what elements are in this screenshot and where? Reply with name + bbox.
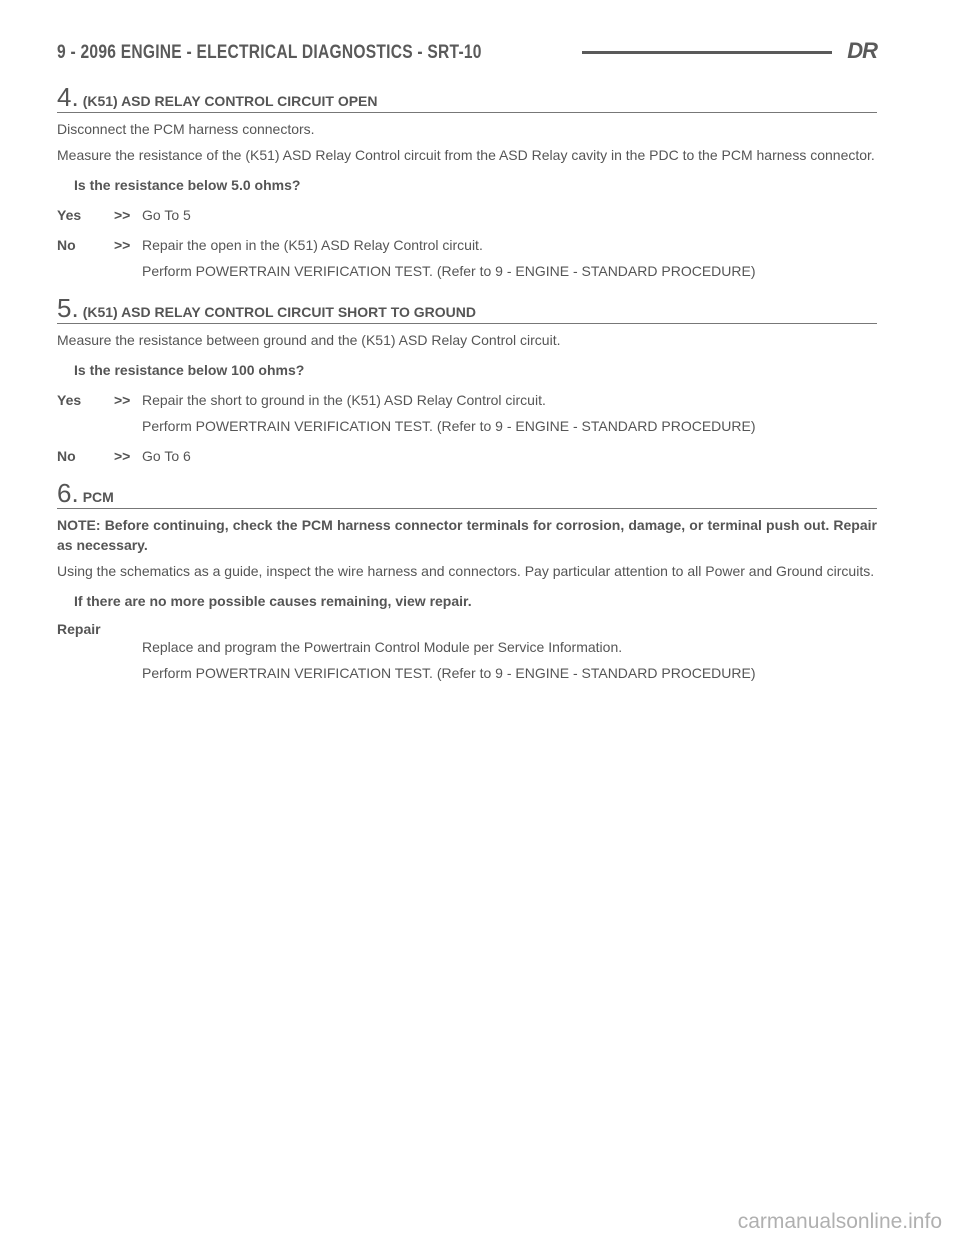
page-title: 9 - 2096 ENGINE - ELECTRICAL DIAGNOSTICS - SRT-10 (57, 42, 482, 63)
step-number: 6. (57, 478, 79, 508)
header-rule (582, 51, 832, 54)
answer-line: Repair the open in the (K51) ASD Relay Control circuit. (142, 237, 483, 253)
step-heading (57, 84, 877, 113)
answer-line: Go To 6 (142, 448, 191, 464)
watermark: carmanualsonline.info (737, 1210, 942, 1233)
paragraph: Measure the resistance between ground and the (K51) ASD Relay Control circuit. (57, 332, 561, 348)
repair-block (57, 621, 877, 683)
brand-logo: DR (847, 38, 877, 63)
question: If there are no more possible causes remaining, view repair. (74, 593, 472, 609)
answer-label: Yes (57, 207, 82, 223)
answer-line: Repair the short to ground in the (K51) ASD Relay Control circuit. (142, 392, 546, 408)
step-title: (K51) ASD RELAY CONTROL CIRCUIT OPEN (82, 93, 378, 109)
step-6 (57, 480, 877, 683)
step-5 (57, 295, 877, 466)
answer-no (57, 235, 877, 281)
answer-no (57, 446, 877, 466)
question: Is the resistance below 5.0 ohms? (74, 177, 301, 193)
arrow-icon: >> (114, 207, 131, 223)
answer-label: No (57, 448, 76, 464)
answer-label: No (57, 237, 76, 253)
page-header (57, 38, 877, 68)
repair-line: Replace and program the Powertrain Control Module per Service Information. (142, 639, 623, 655)
step-heading (57, 480, 877, 509)
step-number: 4. (57, 82, 79, 112)
answer-line: Go To 5 (142, 207, 191, 223)
arrow-icon: >> (114, 237, 131, 253)
answer-yes (57, 205, 877, 225)
step-title: PCM (82, 489, 114, 505)
paragraph: Measure the resistance of the (K51) ASD Relay Control circuit from the ASD Relay cavity in the PDC to the PCM harness connector. (57, 147, 875, 163)
answer-yes (57, 390, 877, 436)
step-title: (K51) ASD RELAY CONTROL CIRCUIT SHORT TO GROUND (82, 304, 477, 320)
arrow-icon: >> (114, 448, 131, 464)
step-4 (57, 84, 877, 281)
paragraph: Using the schematics as a guide, inspect the wire harness and connectors. Pay particular attention to all Power and Ground circuits. (57, 563, 875, 579)
note: NOTE: Before continuing, check the PCM harness connector terminals for corrosion, damage, or terminal push out. Repair as necessary. (57, 517, 877, 553)
paragraph: Disconnect the PCM harness connectors. (57, 121, 315, 137)
step-number: 5. (57, 293, 79, 323)
question: Is the resistance below 100 ohms? (74, 362, 305, 378)
step-heading (57, 295, 877, 324)
arrow-icon: >> (114, 392, 131, 408)
answer-label: Yes (57, 392, 82, 408)
answer-line: Perform POWERTRAIN VERIFICATION TEST. (Refer to 9 - ENGINE - STANDARD PROCEDURE) (142, 263, 756, 279)
repair-line: Perform POWERTRAIN VERIFICATION TEST. (Refer to 9 - ENGINE - STANDARD PROCEDURE) (142, 665, 756, 681)
document-body (57, 78, 877, 697)
answer-line: Perform POWERTRAIN VERIFICATION TEST. (Refer to 9 - ENGINE - STANDARD PROCEDURE) (142, 418, 756, 434)
repair-label: Repair (57, 621, 101, 637)
